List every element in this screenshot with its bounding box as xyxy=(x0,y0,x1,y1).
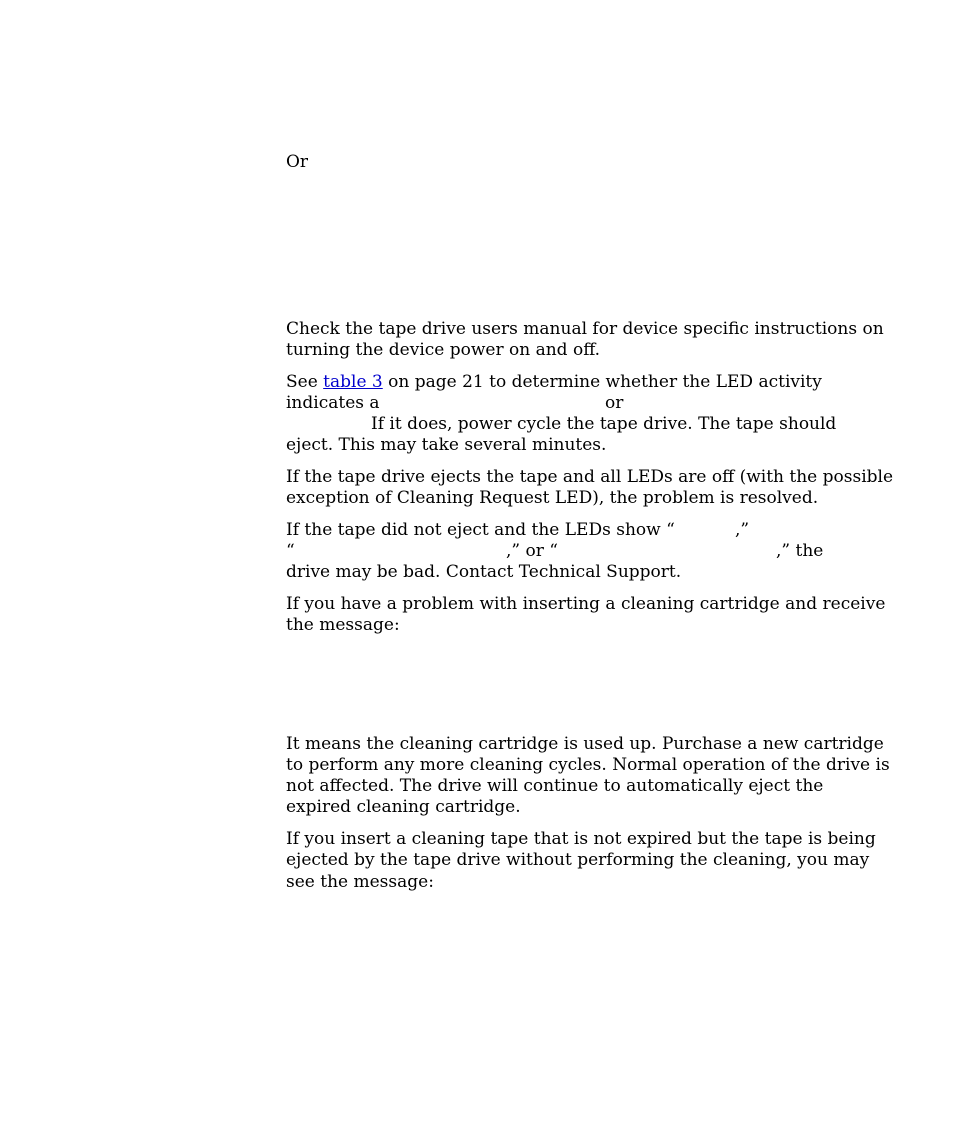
text-line: see the message: xyxy=(286,872,434,892)
text-line: If the tape drive ejects the tape and all LEDs are off (with the possible xyxy=(286,467,894,487)
text-line: exception of Cleaning Request LED), the problem is resolved. xyxy=(286,488,819,508)
text-fragment: ,” xyxy=(735,520,750,540)
or-line: Or xyxy=(286,152,309,172)
text-line: If it does, power cycle the tape drive. The tape should xyxy=(371,414,837,434)
text-fragment: “ xyxy=(286,541,295,561)
text-fragment: ,” the xyxy=(776,541,824,561)
text-line: expired cleaning cartridge. xyxy=(286,797,521,817)
text-fragment: on page 21 to determine whether the LED activity xyxy=(382,372,822,392)
text-line: ejected by the tape drive without performing the cleaning, you may xyxy=(286,850,870,870)
text-line: Check the tape drive users manual for device specific instructions on xyxy=(286,319,884,339)
text-line: eject. This may take several minutes. xyxy=(286,435,607,455)
text-fragment: ,” or “ xyxy=(506,541,558,561)
text-line: It means the cleaning cartridge is used up. Purchase a new cartridge xyxy=(286,734,884,754)
text-fragment: indicates a xyxy=(286,393,380,413)
text-line: If you have a problem with inserting a cleaning cartridge and receive xyxy=(286,594,886,614)
text-line: turning the device power on and off. xyxy=(286,340,601,360)
text-line: If you insert a cleaning tape that is not expired but the tape is being xyxy=(286,829,876,849)
text-line xyxy=(286,372,822,393)
text-line: to perform any more cleaning cycles. Normal operation of the drive is xyxy=(286,755,890,775)
text-fragment: See xyxy=(286,372,324,392)
text-fragment: If the tape did not eject and the LEDs show “ xyxy=(286,520,675,540)
text-line: drive may be bad. Contact Technical Support. xyxy=(286,562,682,582)
text-line: not affected. The drive will continue to automatically eject the xyxy=(286,776,824,796)
text-fragment: or xyxy=(605,393,624,413)
text-line: the message: xyxy=(286,615,400,635)
table-3-link[interactable]: table 3 xyxy=(323,372,383,392)
